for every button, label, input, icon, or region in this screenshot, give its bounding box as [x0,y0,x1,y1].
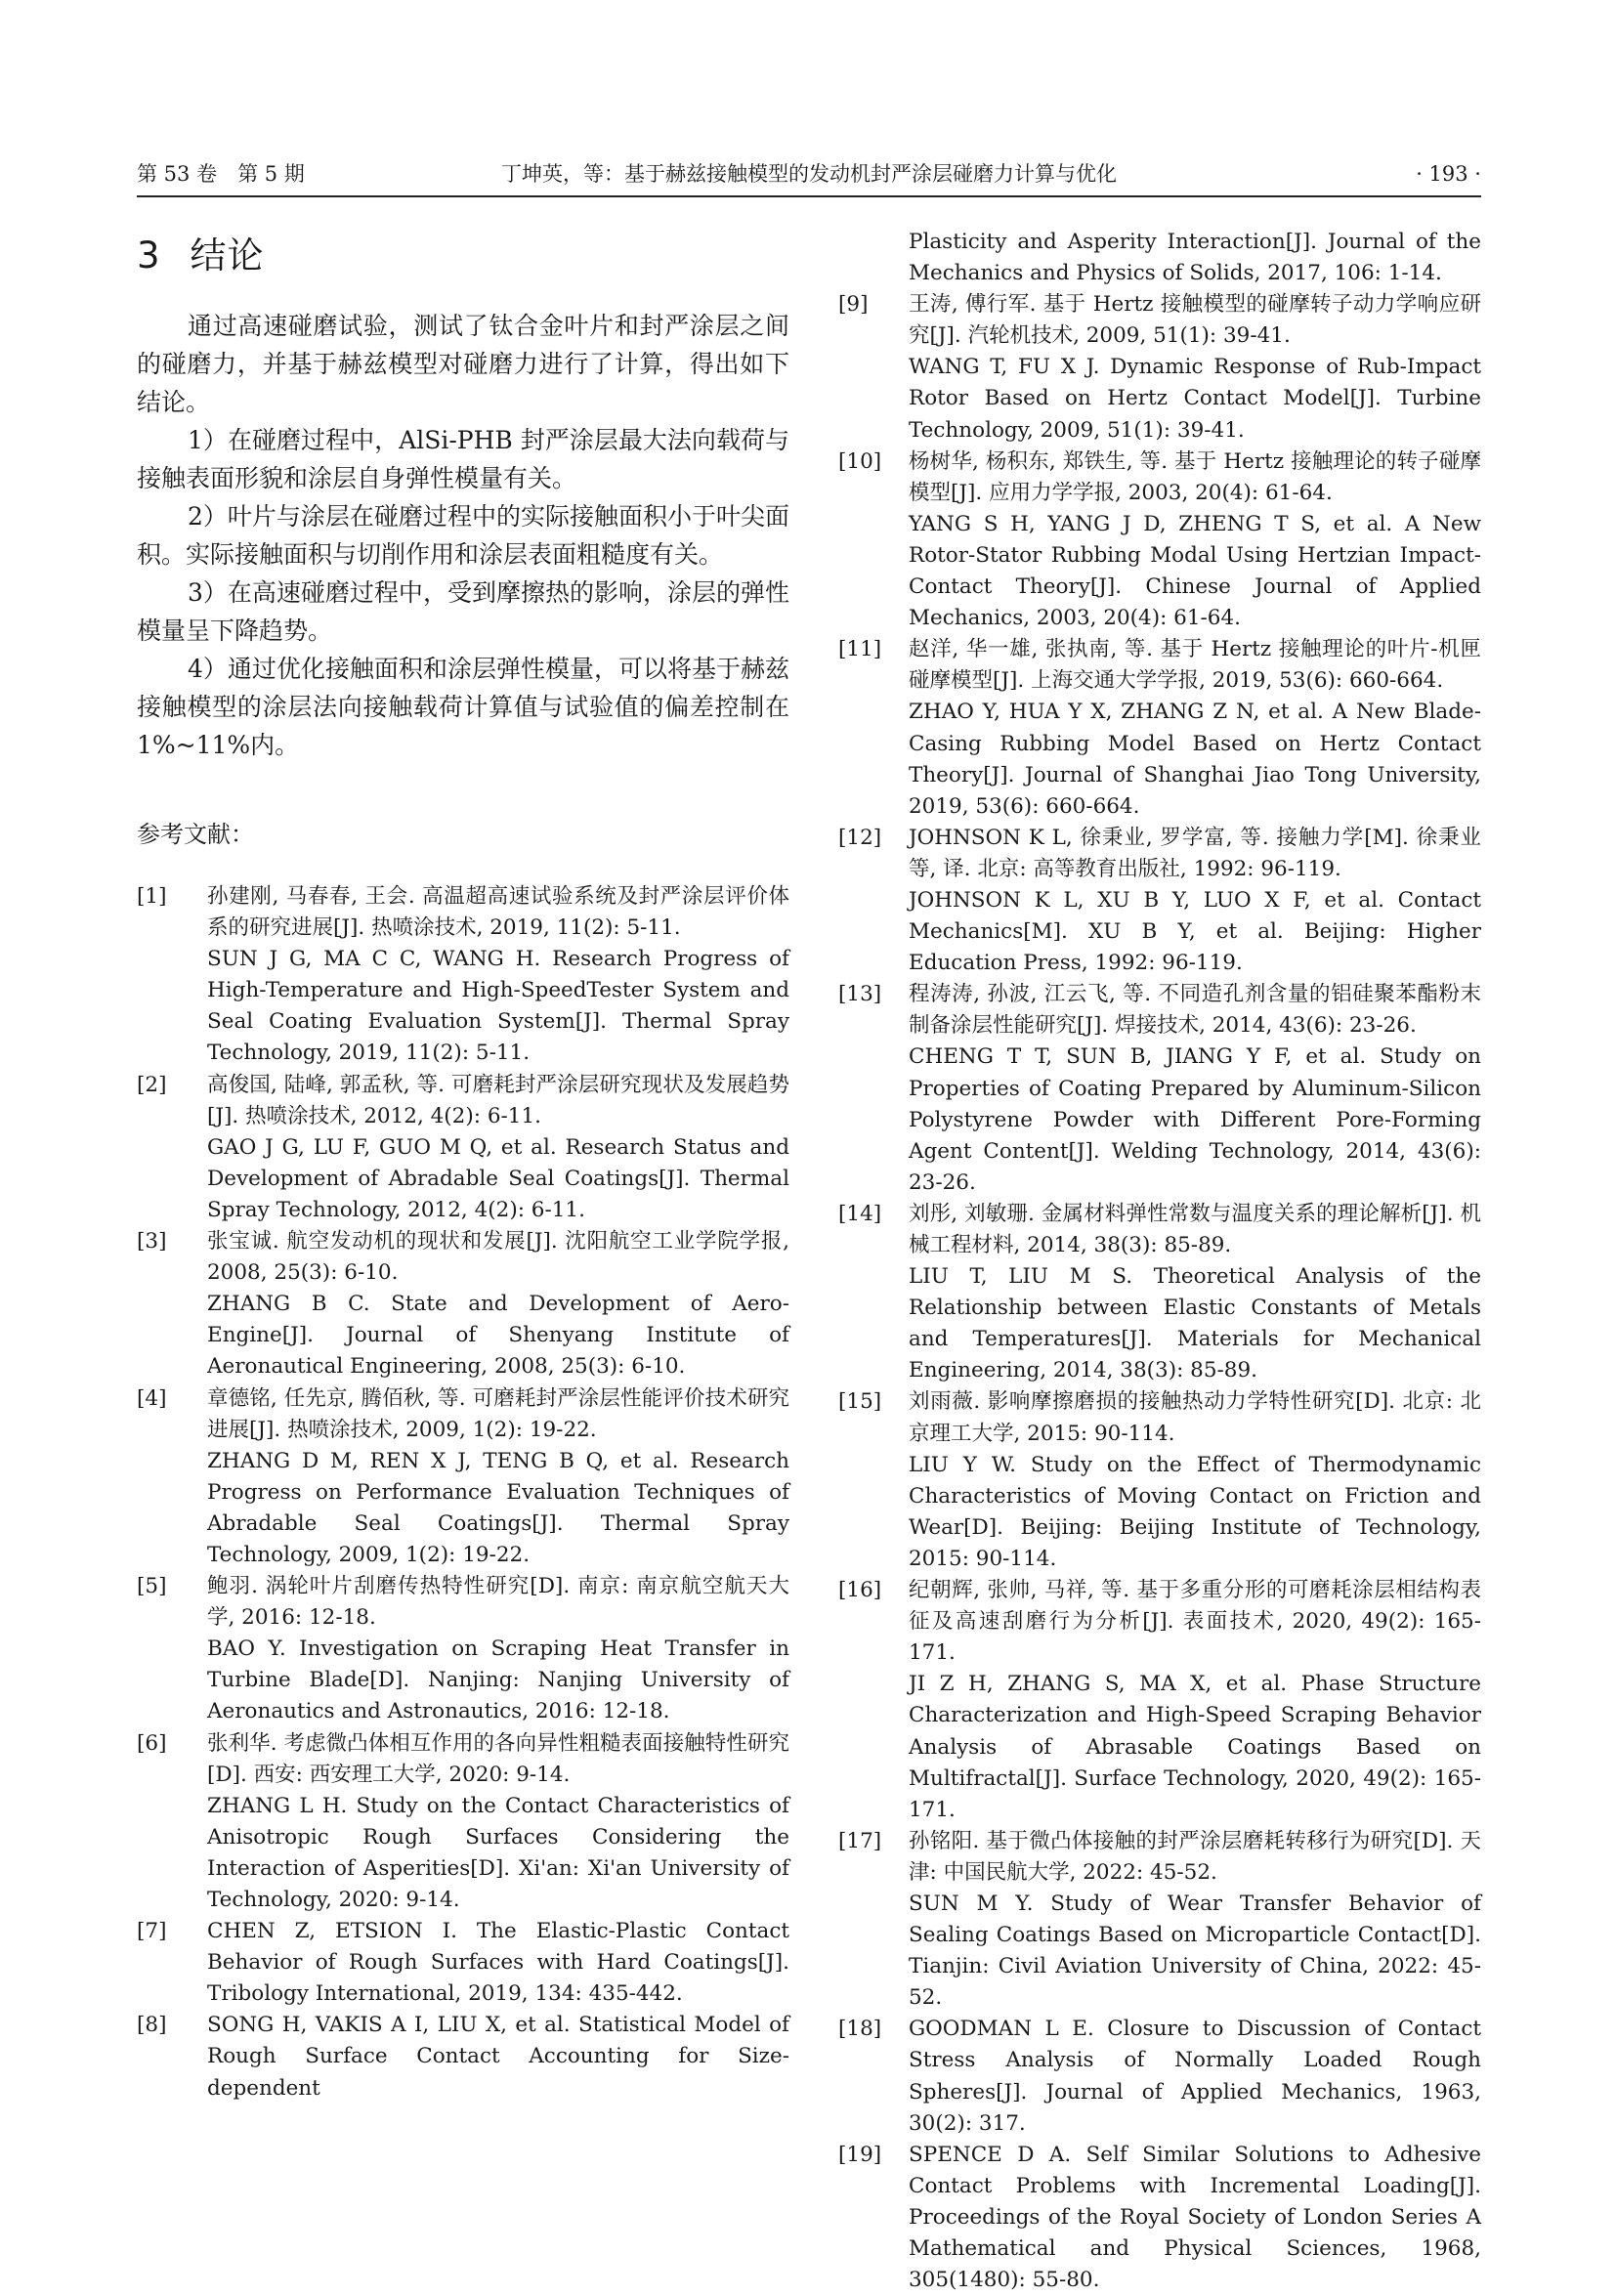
conclusion-item: 3）在高速碰磨过程中，受到摩擦热的影响，涂层的弹性模量呈下降趋势。 [137,578,789,645]
reference-body [207,2010,789,2104]
reference-english: YANG S H, YANG J D, ZHENG T S, et al. A New Rotor-Stator Rubbing Modal Using Hertzian Impact-Contact Theory[J]. Chinese Journal of Applied Mechanics, 2003, 20(4): 61-64. [909,511,1481,631]
reference-body [909,1826,1481,2015]
reference-english: LIU T, LIU M S. Theoretical Analysis of the Relationship between Elastic Constants of Metals and Temperatures[J]. Materials for Mechanical Engineering, 2014, 38(3): 85-89. [909,1264,1481,1383]
reference-body [909,823,1481,979]
reference-body [207,881,789,1070]
reference-number: [7] [137,1919,167,1944]
section-heading [137,234,789,277]
reference-number: [10] [838,448,882,474]
reference-english: CHEN Z, ETSION I. The Elastic-Plastic Contact Behavior of Rough Surfaces with Hard Coatings[J]. Tribology International, 2019, 134: 435-442. [207,1919,789,2007]
reference-entry [137,1571,789,1727]
reference-entry [137,1728,789,1917]
reference-entry [137,1226,789,1382]
reference-english: SUN M Y. Study of Wear Transfer Behavior of Sealing Coatings Based on Microparticle Contact[D]. Tianjin: Civil Aviation University of China, 2022: 45-52. [909,1891,1481,2011]
reference-entry [838,1386,1481,1575]
reference-entry [137,2010,789,2104]
reference-number: [1] [137,884,167,909]
reference-english: JOHNSON K L, XU B Y, LUO X F, et al. Contact Mechanics[M]. XU B Y, et al. Beijing: Higher Education Press, 1992: 96-119. [909,887,1481,976]
reference-entry [838,289,1481,446]
reference-body [207,1728,789,1917]
reference-chinese: 孙铭阳. 基于微凸体接触的封严涂层磨耗转移行为研究[D]. 天津: 中国民航大学, 2022: 45-52. [909,1828,1481,1885]
reference-entry [137,1383,789,1572]
reference-entry [838,2014,1481,2139]
reference-english: ZHANG L H. Study on the Contact Characteristics of Anisotropic Rough Surfaces Considering the Interaction of Asperities[D]. Xi'an: Xi'an University of Technology, 2020: 9-14. [207,1793,789,1912]
reference-number: [14] [838,1201,882,1226]
reference-chinese: 赵洋, 华一雄, 张执南, 等. 基于 Hertz 接触理论的叶片-机匣碰摩模型[J]. 上海交通大学学报, 2019, 53(6): 660-664. [909,637,1481,694]
reference-body [909,2014,1481,2139]
reference-chinese: 高俊国, 陆峰, 郭孟秋, 等. 可磨耗封严涂层研究现状及发展趋势[J]. 热喷涂技术, 2012, 4(2): 6-11. [207,1072,789,1128]
reference-chinese: 刘彤, 刘敏珊. 金属材料弹性常数与温度关系的理论解析[J]. 机械工程材料, 2014, 38(3): 85-89. [909,1201,1481,1257]
conclusion-item: 4）通过优化接触面积和涂层弹性模量，可以将基于赫兹接触模型的涂层法向接触载荷计算值与试验值的偏差控制在 1%~11%内。 [137,655,789,759]
reference-entry [137,1070,789,1226]
reference-number: [11] [838,637,882,662]
left-column [137,227,789,2105]
reference-body [207,1571,789,1727]
running-title: 丁坤英，等：基于赫兹接触模型的发动机封严涂层碰磨力计算与优化 [501,162,1117,186]
reference-english: SUN J G, MA C C, WANG H. Research Progress of High-Temperature and High-SpeedTester System and Seal Coating Evaluation System[J]. Thermal Spray Technology, 2019, 11(2): 5-11. [207,947,789,1066]
reference-body [207,1226,789,1382]
reference-entry [838,2140,1481,2296]
reference-body [909,289,1481,446]
reference-chinese: 孙建刚, 马春春, 王会. 高温超高速试验系统及封严涂层评价体系的研究进展[J]. 热喷涂技术, 2019, 11(2): 5-11. [207,884,789,941]
reference-english: SONG H, VAKIS A I, LIU X, et al. Statistical Model of Rough Surface Contact Accounting for Size-dependent [207,2013,789,2101]
reference-number: [12] [838,825,882,850]
reference-english: GAO J G, LU F, GUO M Q, et al. Research Status and Development of Abradable Seal Coatings[J]. Thermal Spray Technology, 2012, 4(2): 6-11. [207,1134,789,1222]
references-heading: 参考文献： [137,821,254,848]
reference-body [909,1575,1481,1826]
reference-chinese: 程涛涛, 孙波, 江云飞, 等. 不同造孔剂含量的铝硅聚苯酯粉末制备涂层性能研究[J]. 焊接技术, 2014, 43(6): 23-26. [909,982,1481,1039]
reference-english: JI Z H, ZHANG S, MA X, et al. Phase Structure Characterization and High-Speed Scraping Behavior Analysis of Abrasable Coatings Based on Multifractal[J]. Surface Technology, 2020, 49(2): 165-171. [909,1672,1481,1822]
journal-issue: 第 53 卷 第 5 期 [137,162,305,186]
reference-english: WANG T, FU X J. Dynamic Response of Rub-Impact Rotor Based on Hertz Contact Model[J]. Turbine Technology, 2009, 51(1): 39-41. [909,355,1481,443]
reference-list-left [137,881,789,2105]
reference-english: ZHAO Y, HUA Y X, ZHANG Z N, et al. A New Blade-Casing Rubbing Model Based on Hertz Contact Theory[J]. Journal of Shanghai Jiao Tong University, 2019, 53(6): 660-664. [909,700,1481,819]
page-number: · 193 · [1416,162,1481,186]
reference-number: [6] [137,1730,167,1756]
reference-chinese: 张宝诚. 航空发动机的现状和发展[J]. 沈阳航空工业学院学报, 2008, 25(3): 6-10. [207,1229,789,1286]
reference-entry [838,823,1481,979]
reference-number: [17] [838,1828,882,1853]
reference-entry [137,1916,789,2010]
reference-body [207,1383,789,1572]
reference-body [909,1199,1481,1387]
reference-chinese: 鲍羽. 涡轮叶片刮磨传热特性研究[D]. 南京: 南京航空航天大学, 2016: 12-18. [207,1574,789,1631]
reference-chinese: JOHNSON K L, 徐秉业, 罗学富, 等. 接触力学[M]. 徐秉业等, 译. 北京: 高等教育出版社, 1992: 96-119. [909,825,1481,881]
reference-english: LIU Y W. Study on the Effect of Thermodynamic Characteristics of Moving Contact on Friction and Wear[D]. Beijing: Beijing Institute of Technology, 2015: 90-114. [909,1452,1481,1571]
reference-body [909,227,1481,289]
section-title: 结论 [190,234,265,276]
reference-english: BAO Y. Investigation on Scraping Heat Transfer in Turbine Blade[D]. Nanjing: Nanjing University of Aeronautics and Astronautics, 2016: 12-18. [207,1637,789,1724]
reference-english: ZHANG B C. State and Development of Aero-Engine[J]. Journal of Shenyang Institute of Aeronautical Engineering, 2008, 25(3): 6-10. [207,1292,789,1380]
reference-entry [838,1199,1481,1387]
running-header [137,156,1481,197]
conclusion-paragraph: 通过高速碰磨试验，测试了钛合金叶片和封严涂层之间的碰磨力，并基于赫兹模型对碰磨力进行了计算，得出如下结论。 [137,312,789,416]
reference-entry [838,227,1481,289]
reference-number: [3] [137,1229,167,1254]
reference-number: [9] [838,292,869,318]
reference-body [207,1916,789,2010]
reference-body [909,634,1481,823]
section-number: 3 [137,234,161,276]
reference-english: GOODMAN L E. Closure to Discussion of Contact Stress Analysis of Normally Loaded Rough Spheres[J]. Journal of Applied Mechanics, 1963, 30(2): 317. [909,2017,1481,2136]
reference-number: [5] [137,1574,167,1599]
reference-english: ZHANG D M, REN X J, TENG B Q, et al. Research Progress on Performance Evaluation Techniques of Abradable Seal Coatings[J]. Thermal Spray Technology, 2009, 1(2): 19-22. [207,1448,789,1567]
reference-body [909,1386,1481,1575]
reference-entry [838,446,1481,635]
reference-body [909,446,1481,635]
reference-entry [838,1575,1481,1826]
reference-number: [15] [838,1389,882,1415]
reference-chinese: 杨树华, 杨积东, 郑铁生, 等. 基于 Hertz 接触理论的转子碰摩模型[J]. 应用力学学报, 2003, 20(4): 61-64. [909,448,1481,505]
reference-number: [13] [838,982,882,1007]
reference-number: [19] [838,2142,882,2167]
reference-number: [2] [137,1072,167,1097]
reference-entry [137,881,789,1070]
reference-english: CHENG T T, SUN B, JIANG Y F, et al. Study on Properties of Coating Prepared by Aluminum-Silicon Polystyrene Powder with Different Pore-Forming Agent Content[J]. Welding Technology, 2014, 43(6): 23-26. [909,1044,1481,1195]
reference-body [909,979,1481,1199]
reference-body [207,1070,789,1226]
reference-number: [18] [838,2017,882,2042]
reference-chinese: 张利华. 考虑微凸体相互作用的各向异性粗糙表面接触特性研究[D]. 西安: 西安理工大学, 2020: 9-14. [207,1730,789,1787]
conclusion-item: 1）在碰磨过程中，AlSi-PHB 封严涂层最大法向载荷与接触表面形貌和涂层自身弹性模量有关。 [137,426,789,492]
reference-entry [838,634,1481,823]
reference-entry [838,1826,1481,2015]
reference-english: Plasticity and Asperity Interaction[J]. Journal of the Mechanics and Physics of Solids, 2017, 106: 1-14. [909,230,1481,286]
reference-chinese: 刘雨薇. 影响摩擦磨损的接触热动力学特性研究[D]. 北京: 北京理工大学, 2015: 90-114. [909,1389,1481,1446]
reference-chinese: 章德铭, 任先京, 腾佰秋, 等. 可磨耗封严涂层性能评价技术研究进展[J]. 热喷涂技术, 2009, 1(2): 19-22. [207,1385,789,1442]
reference-entry [838,979,1481,1199]
reference-body [909,2140,1481,2296]
reference-number: [16] [838,1578,882,1603]
right-column [838,227,1481,2296]
reference-number: [8] [137,2013,167,2038]
reference-english: SPENCE D A. Self Similar Solutions to Adhesive Contact Problems with Incremental Loading[J]. Proceedings of the Royal Society of London Series A Mathematical and Physical Sciences, 1968, 305(1480): 55-80. [909,2142,1481,2293]
reference-chinese: 纪朝辉, 张帅, 马祥, 等. 基于多重分形的可磨耗涂层相结构表征及高速刮磨行为分析[J]. 表面技术, 2020, 49(2): 165-171. [909,1578,1481,1666]
reference-number: [4] [137,1385,167,1411]
conclusion-item: 2）叶片与涂层在碰磨过程中的实际接触面积小于叶尖面积。实际接触面积与切削作用和涂层表面粗糙度有关。 [137,502,789,569]
reference-chinese: 王涛, 傅行军. 基于 Hertz 接触模型的碰摩转子动力学响应研究[J]. 汽轮机技术, 2009, 51(1): 39-41. [909,292,1481,349]
reference-list-right [838,227,1481,2296]
